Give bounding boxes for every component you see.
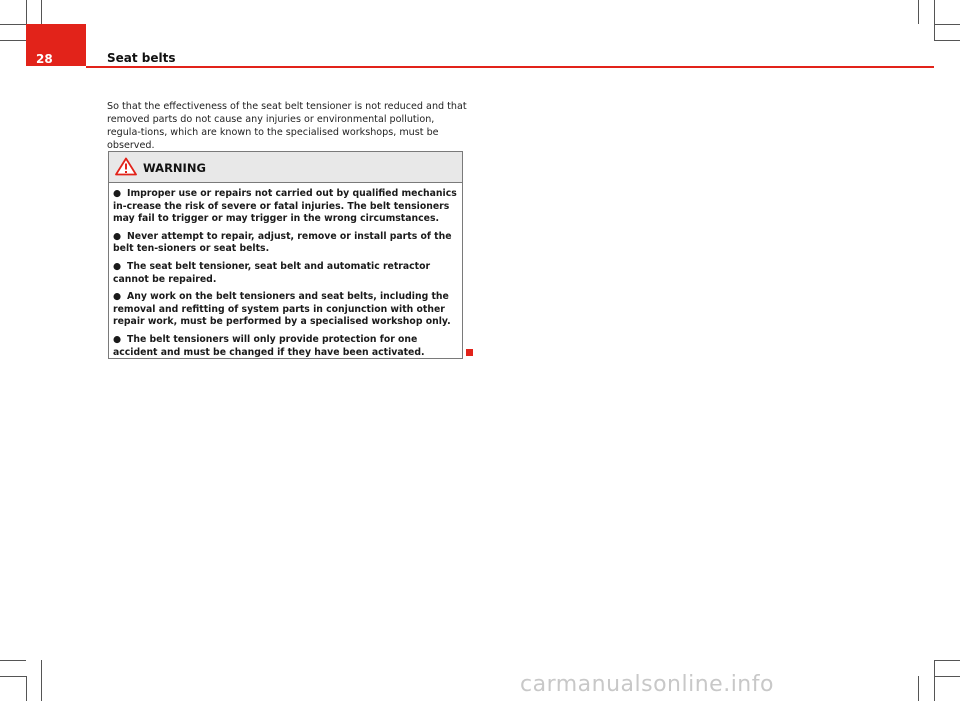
crop-mark (0, 24, 26, 25)
list-item: ● Any work on the belt tensioners and seat belts, including the removal and refitting of system parts in conjunction with other repair work, must be performed by a specialised workshop only. (113, 291, 451, 328)
bullet-icon: ● (113, 230, 122, 242)
crop-mark (934, 676, 960, 677)
crop-mark (934, 660, 960, 661)
warning-box (108, 151, 463, 359)
section-end-mark (466, 349, 473, 356)
crop-mark (918, 676, 919, 701)
warning-triangle-icon (115, 157, 137, 176)
list-item: ● Never attempt to repair, adjust, remove or install parts of the belt ten-sioners or seat belts. (113, 230, 452, 255)
warning-title: WARNING (143, 161, 206, 175)
crop-mark (918, 0, 919, 24)
warning-list (109, 183, 462, 359)
crop-mark (0, 676, 26, 677)
crop-mark (26, 676, 27, 701)
intro-paragraph: So that the effectiveness of the seat belt tensioner is not reduced and that removed parts do not cause any injuries or environmental pollution, regula-tions, which are known to the specialised workshops, must be observed. (107, 101, 467, 151)
section-title: Seat belts (107, 51, 176, 65)
crop-mark (934, 660, 935, 701)
bullet-icon: ● (113, 260, 122, 272)
list-item: ● The seat belt tensioner, seat belt and automatic retractor cannot be repaired. (113, 260, 431, 285)
bullet-icon: ● (113, 333, 122, 345)
list-item: ● Improper use or repairs not carried out by qualified mechanics in-crease the risk of severe or fatal injuries. The belt tensioners may fail to trigger or may trigger in the wrong circumstances. (113, 188, 457, 225)
crop-mark (0, 40, 26, 41)
header-rule (86, 66, 934, 68)
page-number: 28 (36, 52, 53, 66)
crop-mark (934, 24, 960, 25)
page-number-tab (26, 24, 86, 66)
crop-mark (26, 0, 27, 24)
watermark: carmanualsonline.info (520, 672, 774, 697)
bullet-icon: ● (113, 188, 122, 199)
crop-mark (41, 660, 42, 701)
crop-mark (0, 660, 26, 661)
warning-header (109, 152, 462, 183)
bullet-icon: ● (113, 291, 122, 303)
crop-mark (934, 0, 935, 40)
crop-mark (934, 40, 960, 41)
list-item: ● The belt tensioners will only provide protection for one accident and must be changed if they have been activated. (113, 333, 425, 358)
